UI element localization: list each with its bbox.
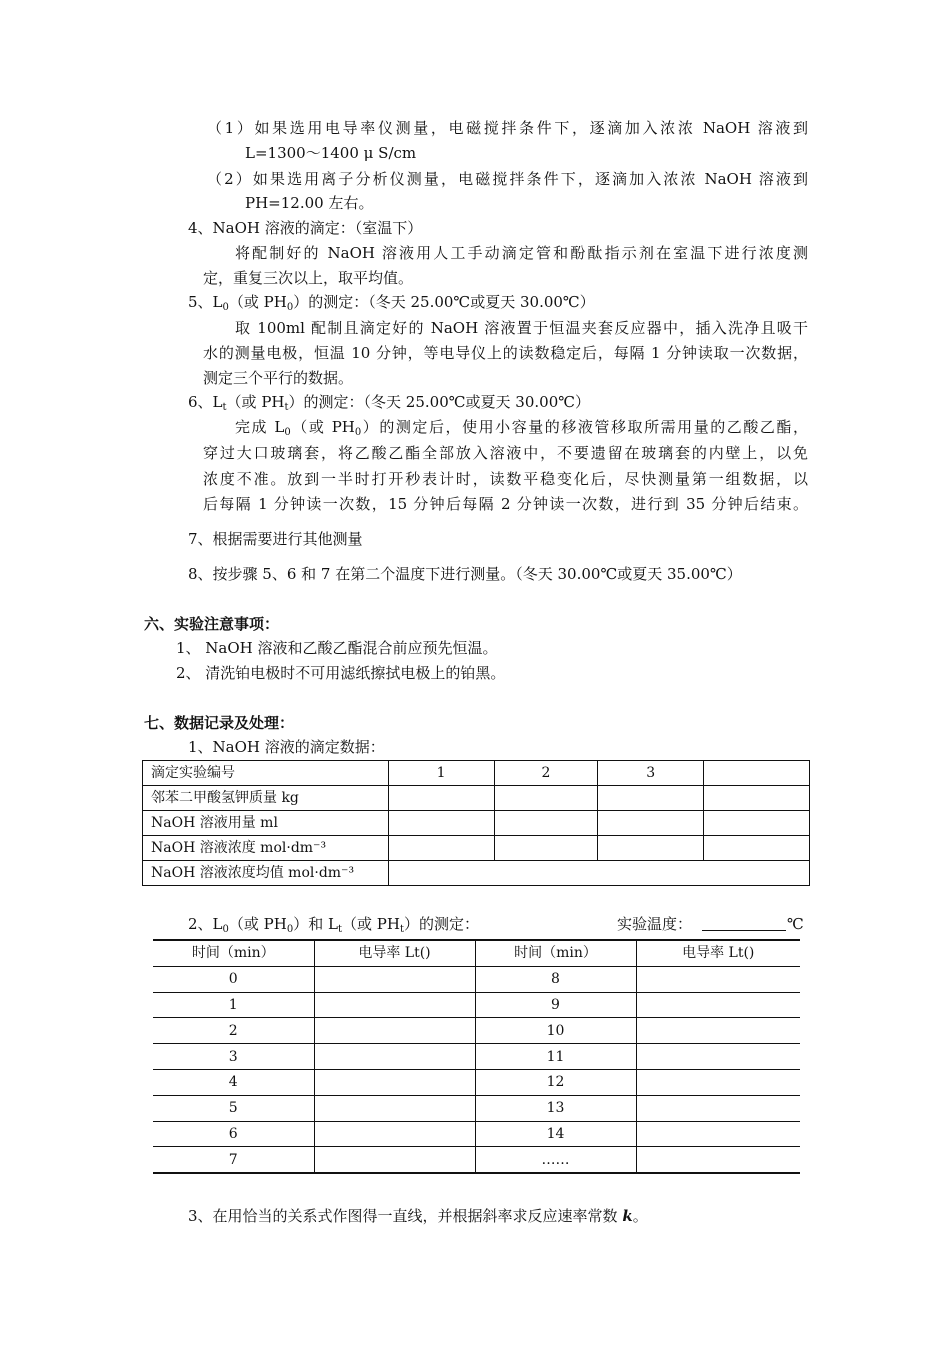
table-header-row <box>153 940 800 966</box>
table-cell <box>704 786 810 811</box>
section-7-heading: 七、数据记录及处理： <box>144 714 295 732</box>
table-cell <box>636 1121 800 1147</box>
column-header: 电导率 Lt() <box>314 940 475 966</box>
table-row <box>143 811 810 836</box>
table-cell: NaOH 溶液用量 ml <box>143 811 389 836</box>
time-cell: 11 <box>475 1044 636 1070</box>
precaution-item-1: 1、 NaOH 溶液和乙酸乙酯混合前应预先恒温。 <box>176 639 498 657</box>
table-cell <box>598 786 704 811</box>
step-6-line-4: 后每隔 1 分钟读一次数，15 分钟后每隔 2 分钟读一次数，进行到 35 分钟后结束。 <box>203 495 808 513</box>
table-cell: 3 <box>598 761 704 786</box>
temperature-unit: ℃ <box>787 915 804 933</box>
table-cell <box>494 811 598 836</box>
table-cell <box>494 836 598 861</box>
table-row <box>143 786 810 811</box>
step-6-line-2: 穿过大口玻璃套，将乙酸乙酯全部放入溶液中，不要遗留在玻璃套的内壁上，以免 <box>203 444 808 462</box>
step-6-line-1: 完成 $L_0$（或 $PH_0$）的测定后，使用小容量的移液管移取所需用量的乙酸乙酯， <box>235 418 808 438</box>
time-cell: 5 <box>228 1100 238 1117</box>
time-cell: 13 <box>475 1095 636 1121</box>
table-cell <box>494 786 598 811</box>
table-cell <box>388 786 494 811</box>
table-cell <box>636 1018 800 1044</box>
step-5-title: 5、$L_0$（或 $PH_0$）的测定：（冬天 25.00℃或夏天 30.00℃） <box>188 293 595 313</box>
temperature-blank <box>702 930 786 931</box>
table-row <box>153 966 800 992</box>
time-cell: 8 <box>475 966 636 992</box>
table-cell <box>636 1044 800 1070</box>
step-option-2-line-2: PH=12.00 左右。 <box>245 194 374 212</box>
step-6-line-3: 浓度不准。放到一半时打开秒表计时，读数平稳变化后，尽快测量第一组数据，以 <box>203 470 808 488</box>
step-option-1-line-2: L=1300～1400 μ S/cm <box>245 144 417 162</box>
temperature-label: 实验温度： <box>617 915 693 933</box>
time-cell: 4 <box>228 1074 238 1091</box>
table-row <box>153 1095 800 1121</box>
table-cell: 邻苯二甲酸氢钾质量 kg <box>143 786 389 811</box>
step-4-line-2: 定，重复三次以上，取平均值。 <box>203 269 414 287</box>
column-header: 时间（min） <box>475 940 636 966</box>
table-row <box>143 836 810 861</box>
table-cell <box>636 966 800 992</box>
table-cell <box>388 861 809 886</box>
conductivity-subheading: 2、$L_0$（或 $PH_0$）和 $L_t$（或 $PH_t$）的测定： <box>188 915 479 935</box>
table-row <box>153 1069 800 1095</box>
step-5-line-1: 取 100ml 配制且滴定好的 NaOH 溶液置于恒温夹套反应器中，插入洗净且吸干 <box>235 319 808 337</box>
table-cell <box>636 992 800 1018</box>
table-row <box>153 1147 800 1173</box>
table-cell <box>314 966 475 992</box>
table-cell <box>704 761 810 786</box>
table-cell <box>704 836 810 861</box>
table-row <box>143 761 810 786</box>
table-cell: NaOH 溶液浓度 mol·dm⁻³ <box>143 836 389 861</box>
titration-table <box>142 760 810 886</box>
table-row <box>153 1018 800 1044</box>
table-row <box>153 992 800 1018</box>
table-cell <box>704 811 810 836</box>
time-cell: 10 <box>475 1018 636 1044</box>
conductivity-table <box>153 939 800 1174</box>
precaution-item-2: 2、 清洗铂电极时不可用滤纸擦拭电极上的铂黑。 <box>176 664 506 682</box>
table-row <box>153 1044 800 1070</box>
table-cell <box>314 1095 475 1121</box>
table-cell <box>598 811 704 836</box>
step-4-line-1: 将配制好的 NaOH 溶液用人工手动滴定管和酚酞指示剂在室温下进行浓度测 <box>235 244 808 262</box>
step-5-line-2: 水的测量电极，恒温 10 分钟，等电导仪上的读数稳定后，每隔 1 分钟读取一次数据， <box>203 344 808 362</box>
table-cell <box>314 1069 475 1095</box>
rate-constant-instruction: 3、在用恰当的关系式作图得一直线，并根据斜率求反应速率常数 k。 <box>188 1207 648 1225</box>
time-cell: 7 <box>228 1151 238 1168</box>
step-7: 7、根据需要进行其他测量 <box>188 530 363 548</box>
table-cell <box>314 992 475 1018</box>
table-cell: NaOH 溶液浓度均值 mol·dm⁻³ <box>143 861 389 886</box>
table-cell <box>314 1147 475 1173</box>
step-4-title: 4、NaOH 溶液的滴定：（室温下） <box>188 219 423 237</box>
column-header: 时间（min） <box>191 945 275 962</box>
table-cell <box>636 1147 800 1173</box>
table-cell <box>388 811 494 836</box>
table-row <box>153 1121 800 1147</box>
time-cell: 3 <box>228 1048 238 1065</box>
table-cell <box>314 1044 475 1070</box>
titration-subheading: 1、NaOH 溶液的滴定数据： <box>188 738 385 756</box>
table-cell: 2 <box>494 761 598 786</box>
table-cell: 滴定实验编号 <box>143 761 389 786</box>
time-cell: 1 <box>228 996 238 1013</box>
time-cell: 6 <box>228 1125 238 1142</box>
time-cell: 12 <box>475 1069 636 1095</box>
step-8: 8、按步骤 5、6 和 7 在第二个温度下进行测量。（冬天 30.00℃或夏天 35.00℃） <box>188 565 742 583</box>
time-cell: 9 <box>475 992 636 1018</box>
table-cell <box>314 1121 475 1147</box>
time-cell: 14 <box>475 1121 636 1147</box>
table-cell <box>598 836 704 861</box>
table-cell: 1 <box>388 761 494 786</box>
section-6-heading: 六、实验注意事项： <box>144 615 280 633</box>
time-cell: 2 <box>228 1022 238 1039</box>
time-cell: …… <box>475 1147 636 1173</box>
time-cell: 0 <box>228 971 238 988</box>
table-cell <box>636 1069 800 1095</box>
table-cell <box>388 836 494 861</box>
step-option-1-line-1: （1）如果选用电导率仪测量，电磁搅拌条件下，逐滴加入浓浓 NaOH 溶液到 <box>207 119 808 137</box>
table-row <box>143 861 810 886</box>
step-5-line-3: 测定三个平行的数据。 <box>203 369 354 387</box>
step-6-title: 6、$L_t$（或 $PH_t$）的测定：（冬天 25.00℃或夏天 30.00℃） <box>188 393 591 413</box>
table-cell <box>314 1018 475 1044</box>
table-cell <box>636 1095 800 1121</box>
column-header: 电导率 Lt() <box>636 940 800 966</box>
step-option-2-line-1: （2）如果选用离子分析仪测量，电磁搅拌条件下，逐滴加入浓浓 NaOH 溶液到 <box>207 170 808 188</box>
